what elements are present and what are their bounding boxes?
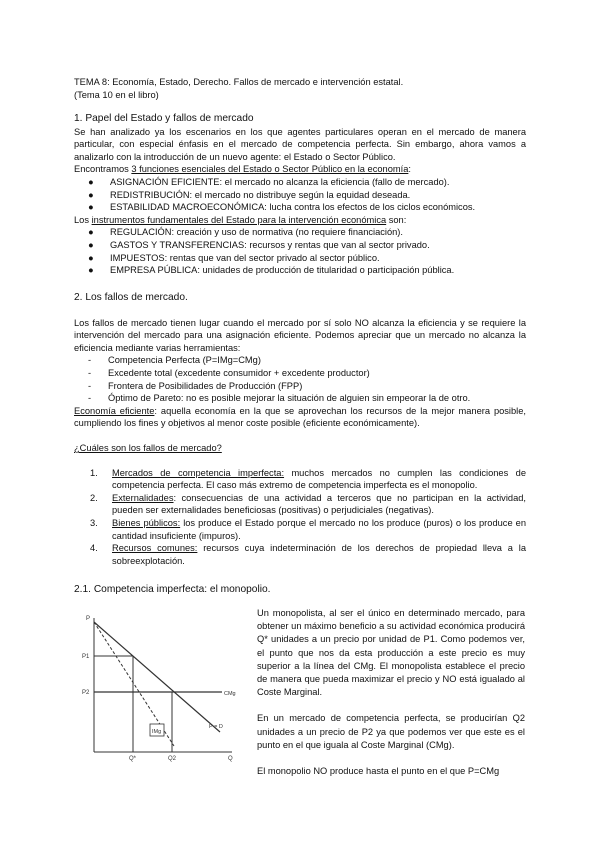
list-item: ● IMPUESTOS: rentas que van del sector privado al sector público. xyxy=(88,252,380,263)
efficiency-term: Economía eficiente xyxy=(74,405,155,416)
list-item: - Competencia Perfecta (P=IMg=CMg) xyxy=(88,355,261,366)
functions-term: 3 funciones esenciales del Estado o Sector Público en la economía xyxy=(131,164,409,175)
list-item: ● REGULACIÓN: creación y uso de normativa (no requiere financiación). xyxy=(88,227,403,238)
section-1 xyxy=(74,113,526,277)
list-item: 2. Externalidades: consecuencias de una actividad a terceros que no participan en la actividad, pueden ser externalidades beneficiosas (positivas) o perjudiciales (negativas). xyxy=(90,492,526,516)
q2-label: Q2 xyxy=(168,756,177,762)
instruments-term: instrumentos fundamentales del Estado para la intervención económica xyxy=(91,214,387,225)
list-item: 4. Recursos comunes: recursos cuya indeterminación de los derechos de propiedad lleva a la sobreexplotación. xyxy=(90,543,526,566)
section-1-heading: 1. Papel del Estado y fallos de mercado xyxy=(74,113,254,124)
demand-label: P = D xyxy=(209,724,223,730)
list-item: - Excedente total (excedente consumidor + excedente productor) xyxy=(88,367,370,378)
document-title: TEMA 8: Economía, Estado, Derecho. Fallos de mercado e intervención estatal. xyxy=(74,77,404,87)
q1-label: Q* xyxy=(129,756,137,762)
monopoly-paragraph-3: El monopolio NO produce hasta el punto en el que P=CMg xyxy=(257,766,500,777)
q-axis-label: Q xyxy=(228,756,233,762)
p2-label: P2 xyxy=(82,690,90,696)
monopoly-graph xyxy=(72,604,244,762)
bullet-icon: ● xyxy=(88,176,94,187)
list-item: - Frontera de Posibilidades de Producción (FPP) xyxy=(88,380,303,391)
img-label: IMg xyxy=(152,729,162,735)
list-item: ● ESTABILIDAD MACROECONÓMICA: lucha contra los efectos de los ciclos económicos. xyxy=(88,202,476,213)
bullet-icon: ● xyxy=(88,239,94,250)
bullet-icon: ● xyxy=(88,202,94,213)
document-subtitle: (Tema 10 en el libro) xyxy=(74,89,159,100)
document-header xyxy=(74,76,526,101)
cmg-label: CMg xyxy=(224,691,236,697)
monopoly-paragraph-2: En un mercado de competencia perfecta, se producirían Q2 unidades a un precio de P2 ya que podemos ver que este es el punto en el que iguala al Coste Marginal (CMg). xyxy=(257,713,525,750)
p1-label: P1 xyxy=(82,654,90,660)
instruments-intro: Los instrumentos fundamentales del Estado para la intervención económica son: xyxy=(74,214,407,225)
monopoly-graph-svg xyxy=(72,604,244,762)
section-2-1 xyxy=(74,584,526,597)
functions-intro: Encontramos 3 funciones esenciales del Estado o Sector Público en la economía: xyxy=(74,164,411,175)
section-2-intro: Los fallos de mercado tienen lugar cuando el mercado por sí solo NO alcanza la eficiencia y se requiere la intervención del mercado para una asignación eficiente. Podemos apreciar que un mercado no alcanza la eficiencia mediante varias herramientas: xyxy=(74,317,526,353)
failures-question: ¿Cuáles son los fallos de mercado? xyxy=(74,442,222,453)
list-item: 1. Mercados de competencia imperfecta: muchos mercados no cumplen las condiciones de competencia perfecta. El caso más extremo de competencia imperfecta es el monopolio. xyxy=(90,467,526,491)
list-item: ● REDISTRIBUCIÓN: el mercado no distribuye según la equidad deseada. xyxy=(88,189,411,200)
list-item: ● GASTOS Y TRANSFERENCIAS: recursos y rentas que van al sector privado. xyxy=(88,239,430,250)
monopoly-paragraph-1: Un monopolista, al ser el único en determinado mercado, para obtener un máximo beneficio a su actividad económica producirá Q* unidades a un precio por unidad de P1. Como podemos ver, el punto que nos da esta producción a este precio es muy superior a la línea del CMg. El monopolista establece el precio de manera que pueda maximizar el precio y NO está igualado al Coste Marginal. xyxy=(257,608,525,698)
bullet-icon: ● xyxy=(88,227,94,238)
section-2-heading: 2. Los fallos de mercado. xyxy=(74,292,188,303)
list-item: ● EMPRESA PÚBLICA: unidades de producción de titularidad o participación pública. xyxy=(88,265,455,276)
section-2-1-heading: 2.1. Competencia imperfecta: el monopolio. xyxy=(74,584,271,595)
bullet-icon: ● xyxy=(88,265,94,276)
section-1-intro: Se han analizado ya los escenarios en los que agentes particulares operan en el mercado de manera particular, con especial énfasis en el mercado de competencia perfecta. Sin embargo, ahora vamos a analizarlo con la introducción de un nuevo agente: el Estado o Sector Público. xyxy=(74,126,526,162)
section-2 xyxy=(74,292,526,567)
list-item: 3. Bienes públicos: los produce el Estado porque el mercado no los produce (puros) o los produce en cantidad insuficiente (impuros). xyxy=(90,517,526,541)
list-item: - Óptimo de Pareto: no es posible mejorar la situación de alguien sin empeorar la de otro. xyxy=(88,393,471,404)
list-item: ● ASIGNACIÓN EFICIENTE: el mercado no alcanza la eficiencia (fallo de mercado). xyxy=(88,176,450,187)
bullet-icon: ● xyxy=(88,189,94,200)
efficiency-definition: Economía eficiente: aquella economía en la que se aprovechan los recursos de la mejor manera posible, cumpliendo los fines y objetivos al menor coste posible (eficiente económicamente). xyxy=(74,405,526,429)
y-axis-label: P xyxy=(86,616,91,622)
bullet-icon: ● xyxy=(88,252,94,263)
monopoly-explanation xyxy=(257,607,525,778)
